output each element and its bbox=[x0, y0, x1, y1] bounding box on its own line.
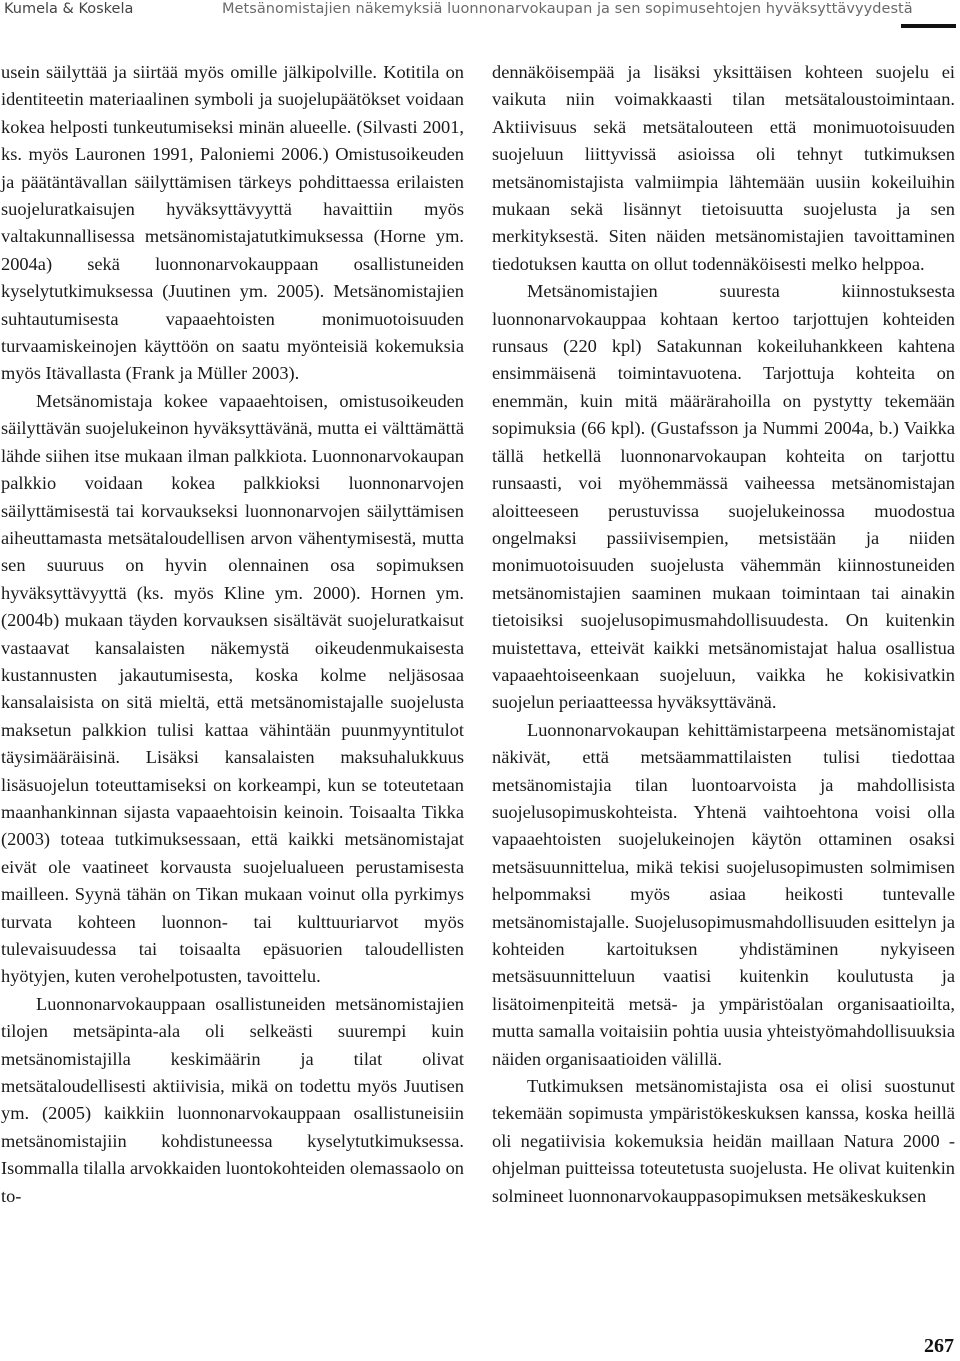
right-paragraph-2: Metsänomistajien suuresta kiinnostuksesta luonnonarvokauppaa kohtaan kertoo tarjottujen kohteiden runsaus (220 kpl) Satakunnan kokeiluhankkeen kahtena ensimmäisenä toimintavuotena. Tarjottuja kohteita on enemmän, kuin mitä määrärahoilla on pystytty tekemään sopimuksia (66 kpl). (Gustafsson ja Nummi 2004a, b.) Vaikka tällä hetkellä luonnonarvokaupan kohteita on tarjottu runsaasti, voi myöhemmässä vaiheessa metsänomistajan aloitteeseen perustuvissa suojelukeinossa muodostua ongelmaksi passiivisempien, metsistään ja niiden monimuotoisuuden suojelusta vähemmän kiinnostuneiden metsänomistajien saaminen mukaan toimintaan tai ainakin tietoisiksi suojelusopimusmahdollisuudesta. On kuitenkin muistettava, etteivät kaikki metsänomistajat halua osallistua vapaaehtoiseenkaan suojeluun, vaikka he kokisivatkin suojelun periaatteessa hyväksyttävänä. bbox=[492, 281, 955, 713]
left-text-column bbox=[1, 59, 464, 1210]
right-paragraph-4: Tutkimuksen metsänomistajista osa ei olisi suostunut tekemään sopimusta ympäristökeskuksen kanssa, koska heillä oli negatiivisia kokemuksia heidän maillaan Natura 2000 -ohjelman puitteissa toteutetusta suojelusta. He olivat kuitenkin solmineet luonnonarvokauppasopimuksen metsäkeskuksen bbox=[492, 1076, 955, 1206]
right-paragraph-1: dennäköisempää ja lisäksi yksittäisen kohteen suojelu ei vaikuta niin voimakkaasti tilan metsätaloustoimintaan. Aktiivisuus sekä metsätalouteen että monimuotoisuuden suojeluun liittyvissä asioissa oli tehnyt tutkimuksen metsänomistajista valmiimpia lähtemään uusiin kokeiluihin mukaan sekä lisännyt tietoisuutta suojelusta ja sen merkityksestä. Siten näiden metsänomistajien tavoittaminen tiedotuksen kautta on ollut todennäköisesti melko helppoa. bbox=[492, 62, 955, 274]
page-number: 267 bbox=[924, 1335, 954, 1357]
running-head-authors: Kumela & Koskela bbox=[4, 1, 134, 17]
right-paragraph-3: Luonnonarvokaupan kehittämistarpeena metsänomistajat näkivät, että metsäammattilaisten tulisi tiedottaa metsänomistajia tilan luontoarvoista ja mahdollisista suojelusopimuskohteista. Yhtenä vaihtoehtona voisi olla vapaaehtoisten suojelukeinojen käytön ottaminen osaksi metsäsuunnittelua, mikä tekisi suojelusopimusten solmimisen helpommaksi myös asiaa heikosti tuntevalle metsänomistajalle. Suojelusopimusmahdollisuuden esittelyn ja kohteiden kartoituksen yhdistäminen nykyiseen metsäsuunnitteluun vaatisi kuitenkin koulutusta ja lisätoimenpiteitä metsä- ja ympäristöalan organisaatioilta, mutta samalla voitaisiin pohtia uusia yhteistyömahdollisuuksia näiden organisaatioiden välillä. bbox=[492, 719, 955, 1069]
running-head bbox=[0, 0, 960, 22]
header-rule-decoration bbox=[901, 24, 956, 28]
right-text-column bbox=[492, 59, 955, 1210]
running-head-title: Metsänomistajien näkemyksiä luonnonarvokaupan ja sen sopimusehtojen hyväksyttävyydestä bbox=[222, 1, 913, 17]
left-paragraph-2: Metsänomistaja kokee vapaaehtoisen, omistusoikeuden säilyttävän suojelukeinon hyväksyttävänä, mutta ei välttämättä lähde siihen itse mukaan ilman palkkiota. Luonnonarvokaupan palkkio voidaan kokea palkkioksi luonnonarvojen säilyttämisestä tai korvaukseksi luonnonarvojen säilyttämisen aiheuttamasta metsätaloudellisen arvon vähentymisestä, mutta sen suuruus on hyvin olennainen osa sopimuksen hyväksyttävyyttä (ks. myös Kline ym. 2000). Hornen ym. (2004b) mukaan täyden korvauksen sisältävät suojeluratkaisut vastaavat kansalaisten näkemystä oikeudenmukaisesta kustannusten jakautumisesta, koska kolme neljäsosaa kansalaisista on sitä mieltä, että metsänomistajalle suojelusta maksetun palkkion tulisi kattaa vähintään puunmyyntitulot täysimääräisinä. Lisäksi kansalaisten maksuhalukkuus lisäsuojelun toteuttamiseksi on korkeampi, kun se toteutetaan maanhankinnan sijasta vapaaehtoisin keinoin. Toisaalta Tikka (2003) toteaa tutkimuksessaan, että kaikki metsänomistajat eivät ole vaatineet korvausta suojelualueen perustamisesta mailleen. Syynä tähän on Tikan mukaan voinut olla pyrkimys turvata kohteen luonnon- tai kulttuuriarvot myös tulevaisuudessa tai toisaalta epäsuorien taloudellisten hyötyjen, kuten verohelpotusten, tavoittelu. bbox=[1, 390, 464, 987]
left-paragraph-3: Luonnonarvokauppaan osallistuneiden metsänomistajien tilojen metsäpinta-ala oli selkeästi suurempi kuin metsänomistajilla keskimäärin ja tilat olivat metsätaloudellisesti aktiivisia, mikä on todettu myös Juutisen ym. (2005) kaikkiin luonnonarvokauppaan osallistuneisiin metsänomistajiin kohdistuneessa kyselytutkimuksessa. Isommalla tilalla arvokkaiden luontokohteiden olemassaolo on to- bbox=[1, 993, 464, 1206]
left-paragraph-1: usein säilyttää ja siirtää myös omille jälkipolville. Kotitila on identiteetin materiaalinen symboli ja suojelupäätökset voidaan kokea helposti tunkeutumiseksi minän alueelle. (Silvasti 2001, ks. myös Lauronen 1991, Paloniemi 2006.) Omistusoikeuden ja päätäntävallan säilyttämisen tärkeys pohdittaessa erilaisten suojeluratkaisujen hyväksyttävyyttä havaittiin myös valtakunnallisessa metsänomistajatutkimuksessa (Horne ym. 2004a) sekä luonnonarvokauppaan osallistuneiden kyselytutkimuksessa (Juutinen ym. 2005). Metsänomistajien suhtautumisesta vapaaehtoisten monimuotoisuuden turvaamiskeinojen käyttöön on saatu myönteisiä kokemuksia myös Itävallasta (Frank ja Müller 2003). bbox=[1, 62, 464, 384]
